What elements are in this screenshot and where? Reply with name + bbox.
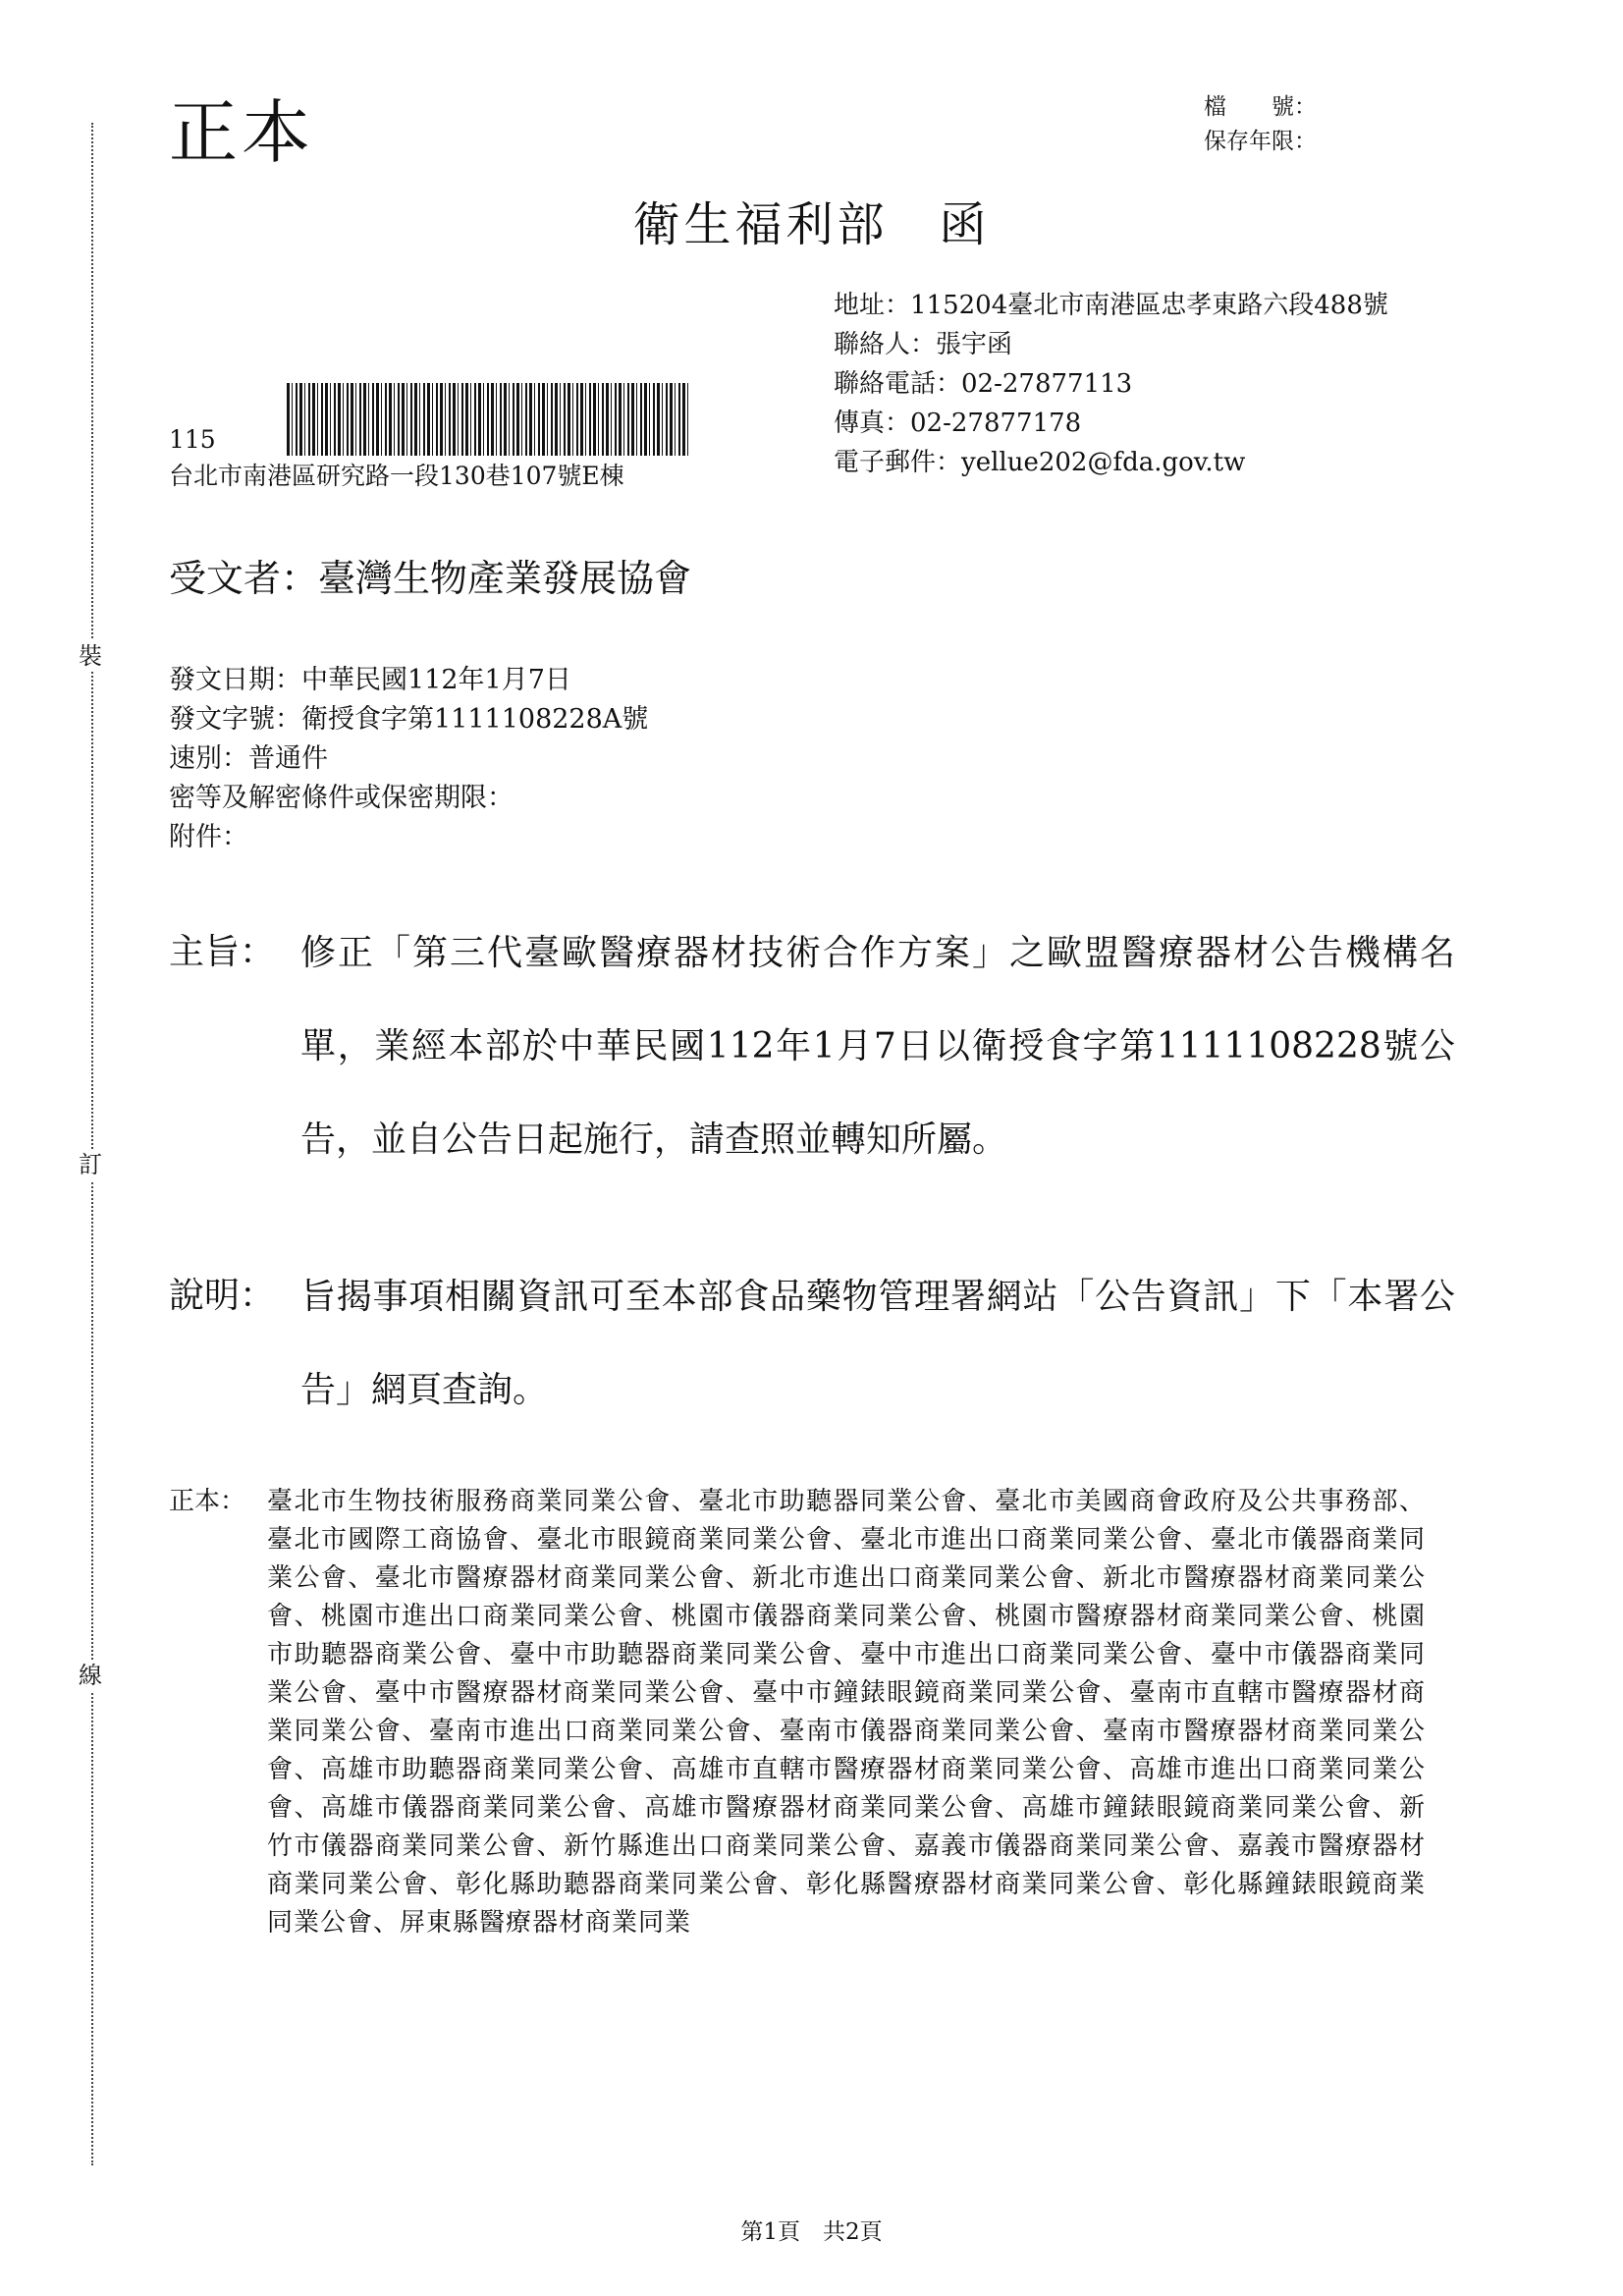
subject-label: 主旨： <box>169 932 276 972</box>
barcode <box>287 383 689 456</box>
binding-line <box>91 123 93 2165</box>
secrecy-level: 密等及解密條件或保密期限： <box>169 783 514 813</box>
attachment: 附件： <box>169 822 248 852</box>
meta-block <box>169 661 648 857</box>
issue-date: 發文日期：中華民國112年1月7日 <box>169 665 571 695</box>
explanation-section <box>169 1267 1455 1437</box>
speed-class: 速別：普通件 <box>169 743 328 774</box>
reference-number: 發文字號：衛授食字第1111108228A號 <box>169 704 649 735</box>
contact-person: 聯絡人：張宇函 <box>834 330 1013 359</box>
contact-address: 地址：115204臺北市南港區忠孝東路六段488號 <box>834 291 1388 320</box>
explanation-text: 旨揭事項相關資訊可至本部食品藥物管理署網站「公告資訊」下「本署公告」網頁查詢。 <box>300 1277 1455 1410</box>
binding-mark-zhuang: 裝 <box>79 642 102 670</box>
contact-email: 電子郵件：yellue202@fda.gov.tw <box>834 448 1246 477</box>
subject-section <box>169 923 1455 1186</box>
binding-mark-xian: 線 <box>79 1662 102 1689</box>
contact-phone: 聯絡電話：02-27877113 <box>834 369 1133 399</box>
contact-fax: 傳真：02-27877178 <box>834 409 1082 438</box>
recipient: 受文者：臺灣生物產業發展協會 <box>169 557 692 600</box>
distribution-label: 正本： <box>169 1487 246 1516</box>
agency-title: 衛生福利部 函 <box>632 197 991 252</box>
copy-mark: 正本 <box>169 92 314 173</box>
mailing-address: 台北市南港區研究路一段130巷107號E棟 <box>169 462 624 490</box>
distribution-section <box>169 1483 1426 1942</box>
binding-mark-ding: 訂 <box>79 1151 102 1178</box>
explanation-label: 說明： <box>169 1276 276 1316</box>
page-footer: 第1頁 共2頁 <box>740 2219 883 2245</box>
archive-box <box>1204 90 1317 159</box>
contact-block <box>834 286 1388 482</box>
retention-period-label: 保存年限： <box>1204 129 1317 154</box>
subject-text: 修正「第三代臺歐醫療器材技術合作方案」之歐盟醫療器材公告機構名單，業經本部於中華民國112年1月7日以衛授食字第1111108228號公告，並自公告日起施行，請查照並轉知所屬。 <box>300 933 1455 1160</box>
mailing-zip: 115 <box>169 425 216 454</box>
file-number-label: 檔 號： <box>1204 94 1317 120</box>
distribution-text: 臺北市生物技術服務商業同業公會、臺北市助聽器同業公會、臺北市美國商會政府及公共事務部、臺北市國際工商協會、臺北市眼鏡商業同業公會、臺北市進出口商業同業公會、臺北市儀器商業同業公會、臺北市醫療器材商業同業公會、新北市進出口商業同業公會、新北市醫療器材商業同業公會、桃園市進出口商業同業公會、桃園市儀器商業同業公會、桃園市醫療器材商業同業公會、桃園市助聽器商業公會、臺中市助聽器商業同業公會、臺中市進出口商業同業公會、臺中市儀器商業同業公會、臺中市醫療器材商業同業公會、臺中市鐘錶眼鏡商業同業公會、臺南市直轄市醫療器材商業同業公會、臺南市進出口商業同業公會、臺南市儀器商業同業公會、臺南市醫療器材商業同業公會、高雄市助聽器商業同業公會、高雄市直轄市醫療器材商業同業公會、高雄市進出口商業同業公會、高雄市儀器商業同業公會、高雄市醫療器材商業同業公會、高雄市鐘錶眼鏡商業同業公會、新竹市儀器商業同業公會、新竹縣進出口商業同業公會、嘉義市儀器商業同業公會、嘉義市醫療器材商業同業公會、彰化縣助聽器商業同業公會、彰化縣醫療器材商業同業公會、彰化縣鐘錶眼鏡商業同業公會、屏東縣醫療器材商業同業 <box>267 1487 1426 1938</box>
